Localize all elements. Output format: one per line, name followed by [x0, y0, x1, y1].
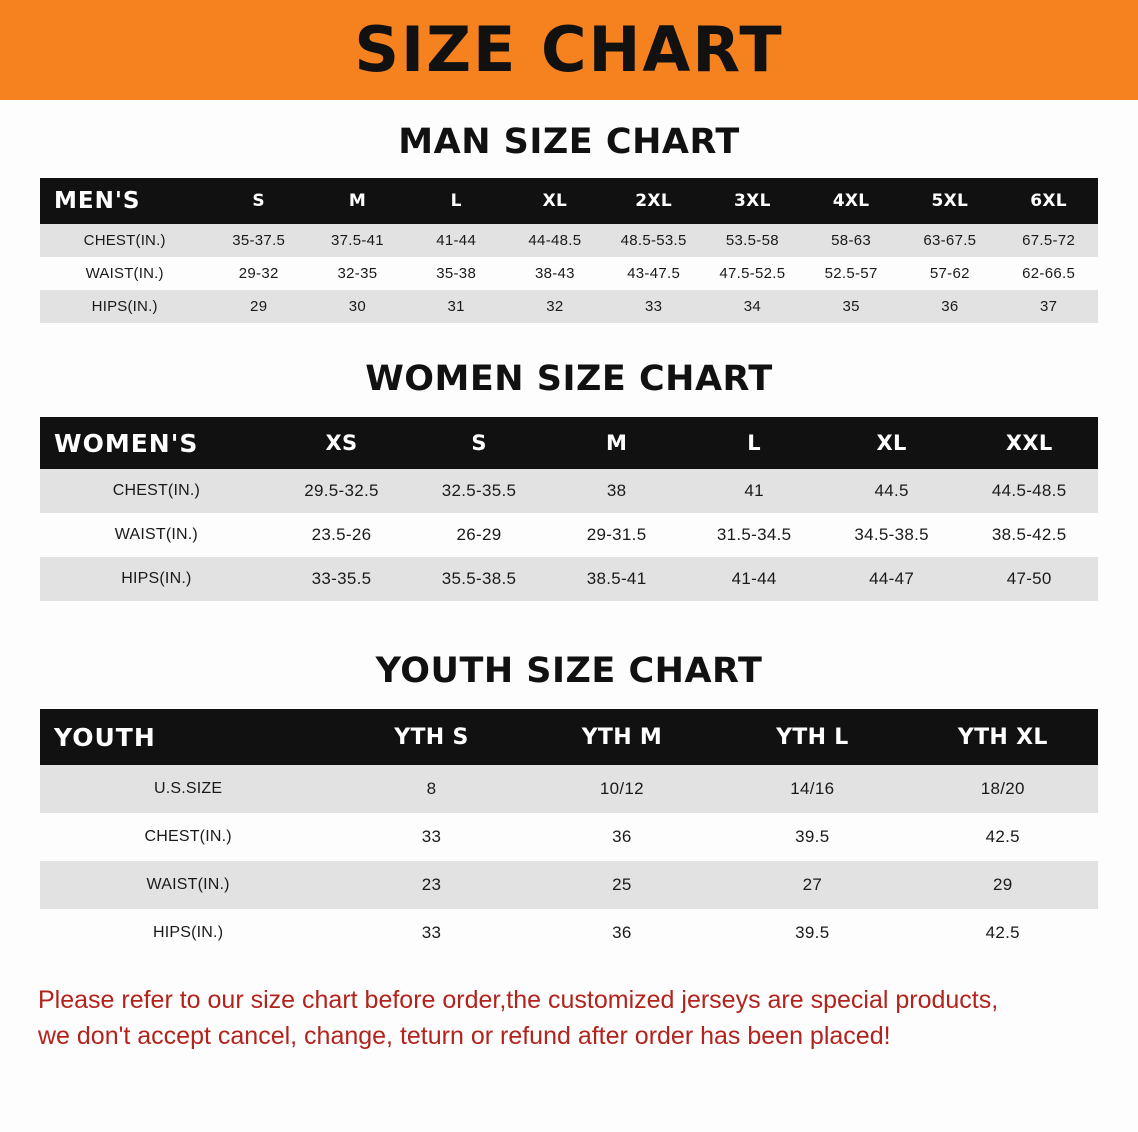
women-size-table [40, 417, 1098, 601]
man-col-7: 5XL [931, 191, 969, 211]
youth-cell-2-0: 23 [421, 875, 442, 894]
man-cell-0-3: 44-48.5 [528, 232, 582, 249]
youth-col-0: YTH S [394, 724, 469, 750]
youth-cell-0-3: 18/20 [980, 779, 1025, 798]
women-cell-0-5: 44.5-48.5 [991, 481, 1067, 500]
women-cell-1-0: 23.5-26 [311, 525, 372, 544]
man-col-5: 3XL [734, 191, 771, 211]
youth-cell-3-3: 42.5 [985, 923, 1020, 942]
page-title: SIZE CHART [354, 13, 784, 86]
youth-row-3-label: HIPS(IN.) [152, 924, 224, 941]
man-col-4: 2XL [635, 191, 672, 211]
youth-cell-0-2: 14/16 [790, 779, 835, 798]
man-cell-1-6: 52.5-57 [824, 265, 878, 282]
man-cell-2-2: 31 [447, 298, 465, 315]
man-cell-1-3: 38-43 [534, 265, 575, 282]
man-cell-1-7: 57-62 [929, 265, 970, 282]
table-row [40, 861, 1098, 909]
youth-row-1-label: CHEST(IN.) [144, 828, 232, 845]
youth-cell-3-2: 39.5 [795, 923, 830, 942]
man-cell-0-4: 48.5-53.5 [620, 232, 687, 249]
youth-corner-label: YOUTH [54, 722, 156, 752]
women-cell-2-4: 44-47 [869, 569, 915, 588]
man-row-0-label: CHEST(IN.) [83, 232, 166, 249]
table-header-row [40, 178, 1098, 224]
women-row-2-label: HIPS(IN.) [121, 570, 192, 587]
man-cell-0-6: 58-63 [831, 232, 872, 249]
man-cell-2-8: 37 [1039, 298, 1058, 315]
man-cell-0-0: 35-37.5 [232, 232, 286, 249]
women-cell-1-4: 34.5-38.5 [854, 525, 929, 544]
page-banner [0, 0, 1138, 100]
table-row [40, 765, 1098, 813]
youth-table-body [40, 765, 1098, 957]
man-cell-1-5: 47.5-52.5 [719, 265, 786, 282]
women-cell-0-0: 29.5-32.5 [304, 481, 379, 500]
man-row-1-label: WAIST(IN.) [85, 265, 164, 282]
man-col-2: L [450, 191, 462, 211]
youth-cell-0-1: 10/12 [599, 779, 644, 798]
man-cell-1-2: 35-38 [436, 265, 477, 282]
order-policy-note [38, 983, 1100, 1054]
youth-cell-2-2: 27 [802, 875, 823, 894]
man-cell-1-4: 43-47.5 [627, 265, 681, 282]
youth-section-heading: YOUTH SIZE CHART [375, 651, 763, 691]
women-cell-2-3: 41-44 [731, 569, 777, 588]
table-row [40, 557, 1098, 601]
man-cell-1-1: 32-35 [337, 265, 378, 282]
man-col-0: S [252, 191, 265, 211]
youth-cell-2-3: 29 [993, 875, 1013, 894]
note-line-1: Please refer to our size chart before order,the customized jerseys are special products, [38, 986, 999, 1014]
man-cell-0-1: 37.5-41 [330, 232, 384, 249]
women-cell-1-2: 29-31.5 [586, 525, 647, 544]
youth-table-wrap [40, 709, 1098, 957]
women-cell-1-5: 38.5-42.5 [991, 525, 1067, 544]
women-col-5: XXL [1005, 431, 1053, 455]
women-corner-label: WOMEN'S [54, 428, 199, 458]
youth-cell-1-3: 42.5 [985, 827, 1020, 846]
youth-size-table [40, 709, 1098, 957]
youth-row-2-label: WAIST(IN.) [146, 876, 230, 893]
man-cell-2-4: 33 [644, 298, 663, 315]
youth-table-head [40, 709, 1098, 765]
table-row [40, 224, 1098, 257]
women-table-wrap [40, 417, 1098, 601]
youth-col-2: YTH L [776, 724, 849, 750]
women-cell-2-2: 38.5-41 [586, 569, 647, 588]
man-cell-2-1: 30 [348, 298, 367, 315]
man-table-body [40, 224, 1098, 323]
youth-cell-2-1: 25 [612, 875, 632, 894]
man-cell-0-2: 41-44 [436, 232, 477, 249]
table-header-row [40, 709, 1098, 765]
women-cell-0-4: 44.5 [874, 481, 909, 500]
women-cell-2-0: 33-35.5 [311, 569, 372, 588]
table-row [40, 813, 1098, 861]
women-cell-1-1: 26-29 [456, 525, 502, 544]
man-section-heading: MAN SIZE CHART [398, 122, 740, 162]
women-row-0-label: CHEST(IN.) [112, 482, 201, 499]
women-section-heading: WOMEN SIZE CHART [365, 359, 773, 399]
women-col-0: XS [325, 431, 358, 455]
women-col-1: S [471, 431, 487, 455]
man-cell-0-8: 67.5-72 [1022, 232, 1076, 249]
man-size-table [40, 178, 1098, 323]
youth-col-1: YTH M [581, 724, 663, 750]
women-row-1-label: WAIST(IN.) [114, 526, 198, 543]
man-col-8: 6XL [1030, 191, 1067, 211]
women-col-3: L [747, 431, 761, 455]
women-col-2: M [605, 431, 628, 455]
youth-cell-1-0: 33 [421, 827, 442, 846]
man-corner-label: MEN'S [54, 188, 141, 214]
man-col-6: 4XL [832, 191, 870, 211]
women-cell-0-2: 38 [606, 481, 627, 500]
man-cell-2-6: 35 [842, 298, 860, 315]
youth-cell-3-0: 33 [421, 923, 442, 942]
women-cell-2-1: 35.5-38.5 [441, 569, 517, 588]
man-cell-0-5: 53.5-58 [725, 232, 779, 249]
table-row [40, 290, 1098, 323]
youth-col-3: YTH XL [957, 724, 1048, 750]
youth-cell-1-2: 39.5 [795, 827, 830, 846]
man-cell-1-8: 62-66.5 [1022, 265, 1076, 282]
man-row-2-label: HIPS(IN.) [91, 298, 158, 315]
table-row [40, 257, 1098, 290]
man-cell-2-7: 36 [941, 298, 959, 315]
table-row [40, 513, 1098, 557]
table-header-row [40, 417, 1098, 469]
man-cell-1-0: 29-32 [238, 265, 279, 282]
man-cell-2-3: 32 [546, 298, 564, 315]
note-line-2: we don't accept cancel, change, teturn or refund after order has been placed! [38, 1021, 891, 1050]
youth-cell-3-1: 36 [612, 923, 632, 942]
youth-cell-1-1: 36 [612, 827, 632, 846]
women-table-body [40, 469, 1098, 601]
man-col-1: M [348, 191, 367, 211]
youth-cell-0-0: 8 [426, 779, 437, 798]
man-cell-2-5: 34 [743, 298, 762, 315]
women-cell-1-3: 31.5-34.5 [716, 525, 792, 544]
women-cell-2-5: 47-50 [1006, 569, 1052, 588]
man-cell-0-7: 63-67.5 [923, 232, 977, 249]
table-row [40, 909, 1098, 957]
women-cell-0-1: 32.5-35.5 [441, 481, 517, 500]
women-cell-0-3: 41 [744, 481, 764, 500]
man-cell-2-0: 29 [250, 298, 268, 315]
women-table-head [40, 417, 1098, 469]
women-col-4: XL [876, 431, 907, 455]
youth-row-0-label: U.S.SIZE [153, 780, 223, 797]
man-col-3: XL [542, 191, 568, 211]
table-row [40, 469, 1098, 513]
man-table-wrap [40, 178, 1098, 323]
man-table-head [40, 178, 1098, 224]
